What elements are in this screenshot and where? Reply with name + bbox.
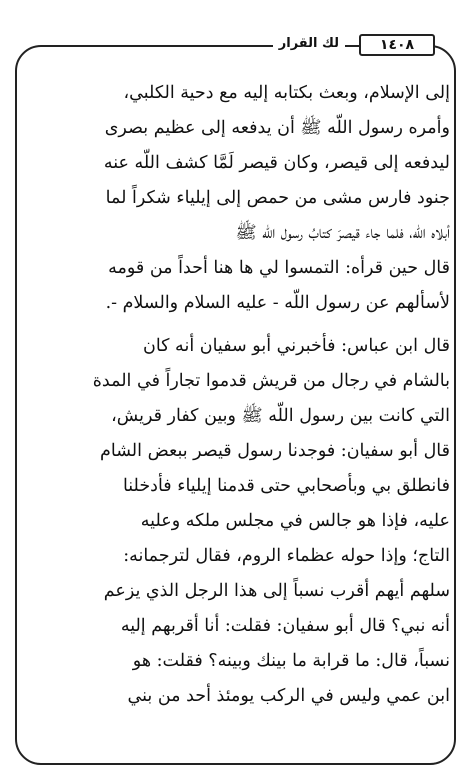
text-line: جنود فارس مشى من حمص إلى إيلياء شكراً لما: [105, 188, 450, 208]
text-line: فانطلق بي وبأصحابي حتى قدمنا إيلياء فأدخلنا: [122, 476, 450, 496]
text-line: أبلاه اللّه، فلما جاء قيصرَ كتابُ رسول اللّه ﷺ: [235, 223, 450, 243]
paragraph-1: [28, 76, 450, 321]
text-line: التاج؛ وإذا حوله عظماء الروم، فقال لترجمانه:: [123, 546, 450, 566]
text-line: أنه نبي؟ قال أبو سفيان: فقلت: أنا أقربهم إليه: [120, 616, 450, 636]
text-line: وأمره رسول اللّه ﷺ أن يدفعه إلى عظيم بصرى: [104, 118, 450, 138]
body-text: [28, 76, 450, 736]
page-number: ١٤٠٨: [359, 34, 435, 56]
text-line: سلهم أيهم أقرب نسباً إلى هذا الرجل الذي يزعم: [103, 581, 450, 601]
running-title: لك القرار: [273, 35, 345, 53]
text-line: ليدفعه إلى قيصر، وكان قيصر لَمَّا كشف اللّه عنه: [103, 153, 450, 173]
text-line: التي كانت بين رسول اللّه ﷺ وبين كفار قريش،: [111, 406, 450, 426]
paragraph-2: [28, 329, 450, 714]
text-line: قال أبو سفيان: فوجدنا رسول قيصر ببعض الشام: [100, 441, 450, 461]
text-line: عليه، فإذا هو جالس في مجلس ملكه وعليه: [140, 511, 450, 531]
text-line: لأسألهم عن رسول اللّه - عليه السلام والسلام -.: [105, 293, 450, 313]
text-line: إلى الإسلام، وبعث بكتابه إليه مع دحية الكلبي،: [123, 83, 450, 103]
text-line: بالشام في رجال من قريش قدموا تجاراً في المدة: [92, 371, 450, 391]
page-header: [40, 34, 435, 56]
text-line: قال حين قرأه: التمسوا لي ها هنا أحداً من قومه: [108, 258, 450, 278]
text-line: نسباً، قال: ما قرابة ما بينك وبينه؟ فقلت: هو: [132, 651, 450, 671]
text-line: قال ابن عباس: فأخبرني أبو سفيان أنه كان: [142, 336, 450, 356]
text-line: ابن عمي وليس في الركب يومئذ أحد من بني: [127, 686, 450, 706]
